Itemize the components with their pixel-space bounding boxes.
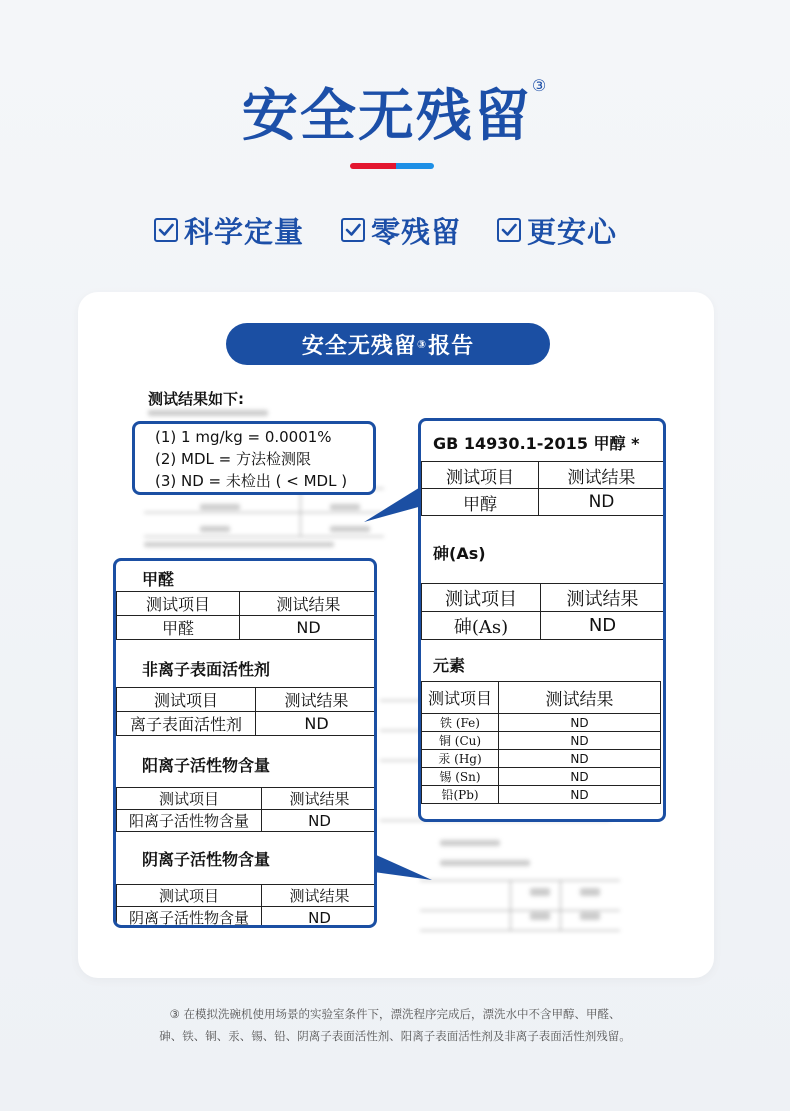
cationic-title: 阳离子活性物含量 xyxy=(142,756,271,775)
footnote-line-2: 砷、铁、铜、汞、锡、铅、阴离子表面活性剂、阳离子表面活性剂及非离子表面活性剂残留。 xyxy=(159,1029,631,1043)
report-title-pill xyxy=(226,323,550,365)
table-cell-item: 阴离子活性物含量 xyxy=(117,907,262,929)
callout-pointer-arrow xyxy=(372,850,436,890)
feature-label: 科学定量 xyxy=(184,214,305,249)
table-cell-item: 甲醛 xyxy=(117,616,240,640)
feature-item-zero-residue xyxy=(341,210,461,250)
formaldehyde-title: 甲醛 xyxy=(142,570,175,589)
table-header-item: 测试项目 xyxy=(422,462,539,489)
results-heading: 测试结果如下: xyxy=(148,390,244,408)
arsenic-table xyxy=(421,583,665,640)
note-mdl: (2) MDL = 方法检测限 xyxy=(155,450,311,468)
table-cell-result: ND xyxy=(262,810,378,832)
table-header-result: 测试结果 xyxy=(262,788,378,810)
page-title-text: 安全无残留 xyxy=(241,84,532,149)
table-header-item: 测试项目 xyxy=(117,592,240,616)
feature-label: 零残留 xyxy=(371,214,462,249)
table-header-result: 测试结果 xyxy=(240,592,378,616)
table-cell-result: ND xyxy=(256,712,378,736)
elements-table xyxy=(421,681,661,804)
table-header-result: 测试结果 xyxy=(256,688,378,712)
table-header-result: 测试结果 xyxy=(541,584,665,612)
table-cell-item: 阳离子活性物含量 xyxy=(117,810,262,832)
feature-label: 更安心 xyxy=(527,214,618,249)
table-header-item: 测试项目 xyxy=(117,885,262,907)
cationic-table xyxy=(116,787,377,832)
nonionic-table xyxy=(116,687,377,736)
formaldehyde-table xyxy=(116,591,377,640)
anionic-title: 阴离子活性物含量 xyxy=(142,850,271,869)
table-cell-item: 锡 (Sn) xyxy=(422,768,499,786)
title-underline-blue xyxy=(396,163,434,169)
elements-title: 元素 xyxy=(433,656,466,675)
table-header-result: 测试结果 xyxy=(539,462,665,489)
note-unit: (1) 1 mg/kg = 0.0001% xyxy=(155,428,332,446)
table-header-result: 测试结果 xyxy=(262,885,378,907)
table-cell-result: ND xyxy=(240,616,378,640)
report-title-footnote-mark: ③ xyxy=(416,337,428,351)
footnote-line-1: ③ 在模拟洗碗机使用场景的实验室条件下，漂洗程序完成后，漂洗水中不含甲醇、甲醛、 xyxy=(169,1007,621,1021)
checkbox-icon xyxy=(154,218,178,242)
table-header-result: 测试结果 xyxy=(499,682,661,714)
table-cell-result: ND xyxy=(499,750,661,768)
table-cell-item: 铅(Pb) xyxy=(422,786,499,804)
title-underline-red xyxy=(350,163,396,169)
checkbox-icon xyxy=(341,218,365,242)
table-header-item: 测试项目 xyxy=(117,788,262,810)
table-cell-item: 甲醇 xyxy=(422,489,539,516)
page-title-footnote-mark: ③ xyxy=(531,76,549,95)
page-title xyxy=(0,72,790,152)
table-cell-result: ND xyxy=(541,612,665,640)
feature-list xyxy=(0,210,790,250)
table-cell-item: 铁 (Fe) xyxy=(422,714,499,732)
table-cell-result: ND xyxy=(499,732,661,750)
table-cell-item: 砷(As) xyxy=(422,612,541,640)
table-header-item: 测试项目 xyxy=(117,688,256,712)
methanol-table xyxy=(421,461,665,516)
table-cell-item: 离子表面活性剂 xyxy=(117,712,256,736)
table-cell-result: ND xyxy=(262,907,378,929)
notes-callout xyxy=(132,421,376,495)
report-title: 安全无残留 xyxy=(301,333,417,359)
table-cell-result: ND xyxy=(539,489,665,516)
anionic-table xyxy=(116,884,377,928)
table-cell-result: ND xyxy=(499,714,661,732)
table-header-item: 测试项目 xyxy=(422,584,541,612)
standard-title: GB 14930.1-2015 甲醇 * xyxy=(433,434,640,453)
checkbox-icon xyxy=(497,218,521,242)
report-title-suffix: 报告 xyxy=(428,333,475,359)
feature-item-peace-of-mind xyxy=(497,210,617,250)
nonionic-title: 非离子表面活性剂 xyxy=(142,660,271,679)
table-cell-result: ND xyxy=(499,786,661,804)
table-cell-item: 汞 (Hg) xyxy=(422,750,499,768)
left-results-callout xyxy=(113,558,377,928)
feature-item-scientific xyxy=(154,210,304,250)
note-nd: (3) ND = 未检出 ( < MDL ) xyxy=(155,472,348,490)
table-cell-result: ND xyxy=(499,768,661,786)
arsenic-title: 砷(As) xyxy=(433,544,486,563)
table-cell-item: 铜 (Cu) xyxy=(422,732,499,750)
right-results-callout xyxy=(418,418,666,822)
table-header-item: 测试项目 xyxy=(422,682,499,714)
